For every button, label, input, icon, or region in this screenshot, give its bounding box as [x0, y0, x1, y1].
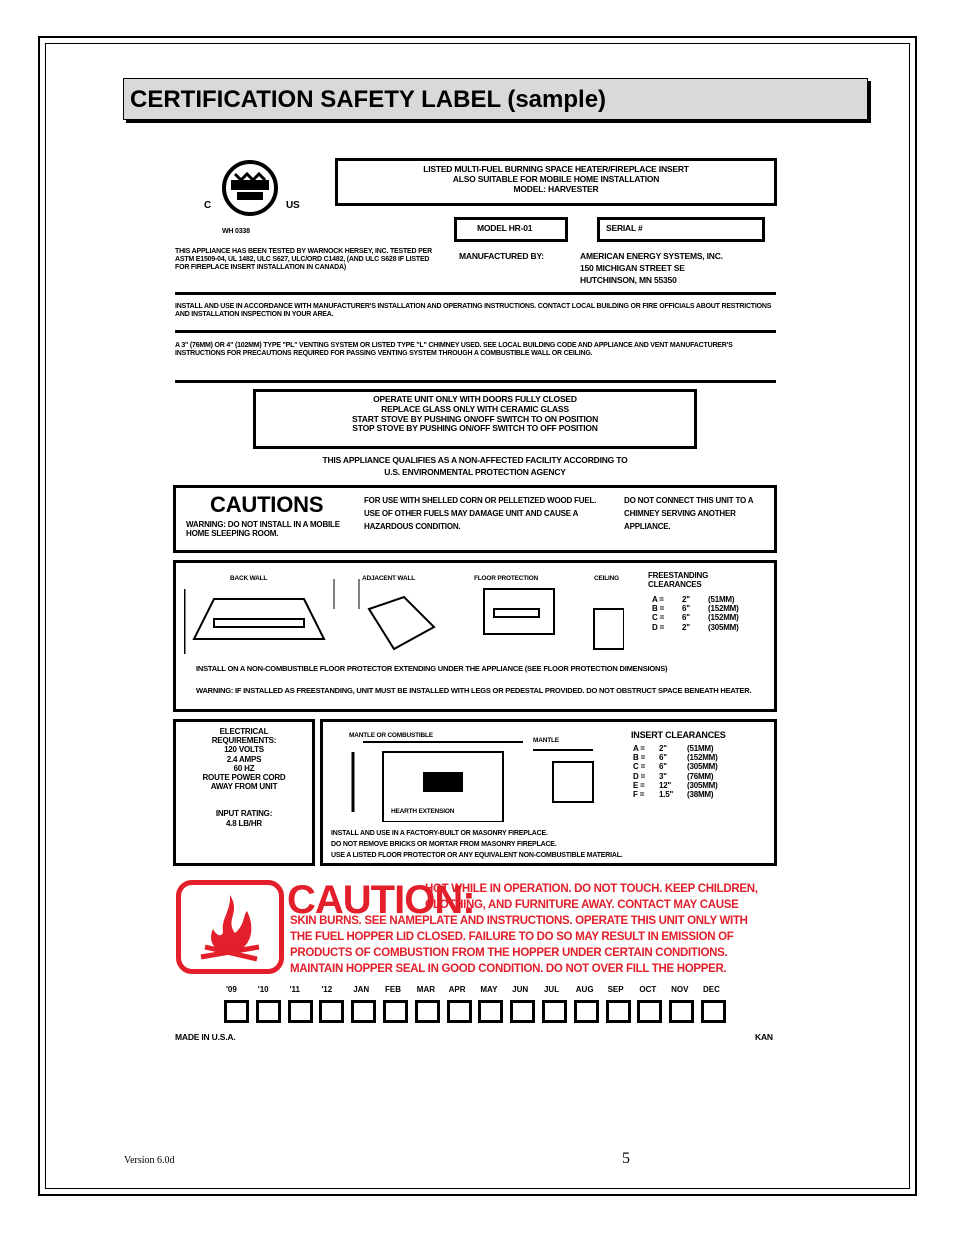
- caution-line: THE FUEL HOPPER LID CLOSED. FAILURE TO DO SO MAY RESULT IN EMISSION OF: [290, 931, 734, 943]
- calendar-label: NOV: [671, 985, 689, 994]
- cautions-warning: WARNING: DO NOT INSTALL IN A MOBILE HOME SLEEPING ROOM.: [186, 520, 340, 539]
- input-rating-line: 4.8 LB/HR: [226, 818, 262, 828]
- page-number: 5: [622, 1150, 630, 1167]
- company-line-2: 150 MICHIGAN STREET SE: [580, 263, 685, 273]
- electrical-line: 60 HZ: [233, 763, 255, 773]
- diagram-label: FLOOR PROTECTION: [474, 575, 538, 582]
- calendar-box: [510, 1000, 535, 1023]
- listing-header-box: [335, 158, 777, 206]
- clearance-row: D = 2" (305MM): [652, 622, 739, 632]
- insert-row: E = 12" (305MM): [633, 780, 718, 790]
- calendar-box: [669, 1000, 694, 1023]
- insert-diagram-label: MANTLE OR COMBUSTIBLE: [349, 732, 433, 739]
- caution-heading: CAUTION:: [287, 878, 475, 922]
- operate-line: REPLACE GLASS ONLY WITH CERAMIC GLASS: [381, 403, 569, 414]
- company-line-3: HUTCHINSON, MN 55350: [580, 275, 677, 285]
- calendar-label: '10: [257, 985, 269, 994]
- divider: [175, 330, 776, 333]
- made-in: MADE IN U.S.A.: [175, 1032, 236, 1042]
- diagram-label: ADJACENT WALL: [362, 575, 416, 582]
- calendar-box: [415, 1000, 440, 1023]
- electrical-line: AWAY FROM UNIT: [210, 782, 278, 792]
- freestanding-title: FREESTANDING CLEARANCES: [648, 571, 709, 590]
- calendar-box: [319, 1000, 344, 1023]
- insert-row: D = 3" (76MM): [633, 771, 714, 781]
- calendar-label: OCT: [639, 985, 657, 994]
- calendar-box: [606, 1000, 631, 1023]
- calendar-box: [701, 1000, 726, 1023]
- caution-line: MAINTAIN HOPPER SEAL IN GOOD CONDITION. DO NOT OVER FILL THE HOPPER.: [290, 963, 727, 975]
- caution-line: CLOTHING, AND FURNITURE AWAY. CONTACT MAY CAUSE: [425, 899, 739, 911]
- serial-box: [597, 217, 765, 242]
- calendar-box: [447, 1000, 472, 1023]
- clearance-row: B = 6" (152MM): [652, 604, 739, 614]
- cautions-fuel: FOR USE WITH SHELLED CORN OR PELLETIZED WOOD FUEL. USE OF OTHER FUELS MAY DAMAGE UNIT AND CAUSE A HAZARDOUS CONDITION.: [364, 496, 597, 531]
- model-text: MODEL HR-01: [477, 223, 533, 233]
- electrical-line: REQUIREMENTS:: [211, 736, 277, 746]
- company-line-1: AMERICAN ENERGY SYSTEMS, INC.: [580, 251, 723, 261]
- calendar-box: [288, 1000, 313, 1023]
- epa-line-1: THIS APPLIANCE QUALIFIES AS A NON-AFFECTED FACILITY ACCORDING TO: [322, 455, 628, 465]
- divider: [175, 380, 776, 383]
- legs-text: WARNING: IF INSTALLED AS FREESTANDING, UNIT MUST BE INSTALLED WITH LEGS OR PEDESTAL PROVIDED. DO NOT OBSTRUCT SPACE BENEATH HEATER.: [196, 686, 752, 695]
- insert-note: INSTALL AND USE IN A FACTORY-BUILT OR MASONRY FIREPLACE.: [331, 830, 548, 837]
- operate-line: OPERATE UNIT ONLY WITH DOORS FULLY CLOSED: [373, 394, 577, 404]
- electrical-line: ELECTRICAL: [219, 727, 269, 736]
- fire-warning-box: [176, 880, 284, 974]
- page-title: CERTIFICATION SAFETY LABEL (sample): [123, 78, 868, 120]
- insert-note: USE A LISTED FLOOR PROTECTOR OR ANY EQUIVALENT NON-COMBUSTIBLE MATERIAL.: [331, 852, 623, 859]
- header-line-2: ALSO SUITABLE FOR MOBILE HOME INSTALLATION: [452, 173, 660, 184]
- calendar-label: SEP: [607, 985, 624, 994]
- cautions-chimney: DO NOT CONNECT THIS UNIT TO A CHIMNEY SERVING ANOTHER APPLIANCE.: [624, 496, 754, 531]
- logo-code: WH 0338: [222, 228, 250, 235]
- header-line-3: MODEL: HARVESTER: [513, 183, 599, 194]
- calendar-label: '09: [226, 985, 237, 994]
- header-line-1: LISTED MULTI-FUEL BURNING SPACE HEATER/FIREPLACE INSERT: [423, 164, 689, 174]
- electrical-line: ROUTE POWER CORD: [202, 772, 286, 782]
- logo-us: US: [286, 200, 300, 211]
- calendar-label: MAR: [416, 985, 435, 994]
- cautions-title: CAUTIONS: [210, 492, 324, 517]
- caution-line: SKIN BURNS. SEE NAMEPLATE AND INSTRUCTIONS. OPERATE THIS UNIT ONLY WITH: [290, 915, 748, 927]
- divider: [175, 292, 776, 295]
- floor-text: INSTALL ON A NON-COMBUSTIBLE FLOOR PROTECTOR EXTENDING UNDER THE APPLIANCE (SEE FLOOR PROTECTION DIMENSIONS): [196, 664, 668, 673]
- insert-row: C = 6" (305MM): [633, 762, 718, 772]
- insert-row: F = 1.5" (38MM): [633, 789, 714, 799]
- input-rating-line: INPUT RATING:: [215, 809, 273, 819]
- calendar-label: MAY: [480, 985, 498, 994]
- insert-list: [633, 744, 763, 799]
- calendar-boxes: [224, 1000, 726, 1023]
- insert-diagram-label: MANTLE: [533, 737, 559, 744]
- operate-line: START STOVE BY PUSHING ON/OFF SWITCH TO ON POSITION: [351, 413, 599, 424]
- manufactured-by: MANUFACTURED BY:: [459, 251, 544, 261]
- operate-line: STOP STOVE BY PUSHING ON/OFF SWITCH TO OFF POSITION: [352, 423, 598, 434]
- serial-text: SERIAL #: [606, 223, 643, 233]
- calendar-box: [351, 1000, 376, 1023]
- tested-text: THIS APPLIANCE HAS BEEN TESTED BY WARNOCK HERSEY, INC. TESTED PER ASTM E1509-04, UL 1482, ULC S627, ULC/ORD C1482, (AND ULC S628 IF LISTED FOR FIREPLACE INSERT INSTALLATION IN CANADA): [175, 248, 432, 272]
- cautions-box: [173, 485, 777, 553]
- calendar-box: [637, 1000, 662, 1023]
- diagram-label: BACK WALL: [230, 575, 268, 582]
- diagram-label: CEILING: [594, 575, 619, 582]
- logo-c: C: [204, 200, 212, 211]
- electrical-line: 2.4 AMPS: [226, 754, 262, 764]
- calendar-box: [224, 1000, 249, 1023]
- calendar-box: [574, 1000, 599, 1023]
- calendar-labels: [226, 985, 735, 994]
- flame-icon: [181, 885, 279, 969]
- insert-row: A = 2" (51MM): [633, 744, 714, 753]
- calendar-label: '11: [289, 985, 300, 994]
- insert-row: B = 6" (152MM): [633, 753, 718, 763]
- calendar-label: JAN: [353, 985, 370, 994]
- insert-title: INSERT CLEARANCES: [631, 730, 726, 740]
- calendar-box: [478, 1000, 503, 1023]
- venting-text: A 3" (76MM) OR 4" (102MM) TYPE "PL" VENTING SYSTEM OR LISTED TYPE "L" CHIMNEY USED. SEE LOCAL BUILDING CODE AND APPLIANCE AND VENT MANUFACTURER'S INSTRUCTIONS FOR PRECAUTIONS REQUIRED FOR PASSING VENTING SYSTEM THROUGH A COMBUSTIBLE WALL OR CEILING.: [175, 342, 733, 358]
- insert-diagram-label: HEARTH EXTENSION: [391, 808, 455, 815]
- calendar-label: AUG: [575, 985, 594, 994]
- calendar-label: DEC: [702, 985, 720, 994]
- insert-box: [320, 719, 777, 866]
- calendar-label: '12: [321, 985, 333, 994]
- version-footer: Version 6.0d: [124, 1155, 175, 1166]
- calendar-label: APR: [448, 985, 466, 994]
- caution-line: PRODUCTS OF COMBUSTION FROM THE HOPPER UNDER CERTAIN CONDITIONS.: [290, 947, 728, 959]
- insert-diagram: [333, 732, 623, 822]
- wh-certification-logo: [205, 158, 295, 222]
- calendar-label: FEB: [384, 985, 401, 994]
- freestanding-box: [173, 560, 777, 712]
- epa-line-2: U.S. ENVIRONMENTAL PROTECTION AGENCY: [384, 467, 566, 477]
- label-code: KAN: [755, 1032, 773, 1042]
- caution-line: HOT WHILE IN OPERATION. DO NOT TOUCH. KEEP CHILDREN,: [425, 883, 758, 895]
- install-text: INSTALL AND USE IN ACCORDANCE WITH MANUFACTURER'S INSTALLATION AND OPERATING INSTRUCTIONS. CONTACT LOCAL BUILDING OR FIRE OFFICIALS ABOUT RESTRICTIONS AND INSTALLATION INSPECTION IN YOUR AREA.: [175, 303, 772, 319]
- calendar-box: [383, 1000, 408, 1023]
- calendar-label: JUL: [543, 985, 560, 994]
- calendar-box: [542, 1000, 567, 1023]
- calendar-box: [256, 1000, 281, 1023]
- model-box: [454, 217, 568, 242]
- freestanding-list: [652, 595, 762, 632]
- calendar-label: JUN: [512, 985, 529, 994]
- electrical-box: [173, 719, 315, 866]
- clearance-row: A = 2" (51MM): [652, 595, 735, 604]
- operate-box: [253, 389, 697, 449]
- insert-note: DO NOT REMOVE BRICKS OR MORTAR FROM MASONRY FIREPLACE.: [331, 841, 557, 848]
- clearance-row: C = 6" (152MM): [652, 613, 739, 623]
- electrical-line: 120 VOLTS: [224, 745, 264, 755]
